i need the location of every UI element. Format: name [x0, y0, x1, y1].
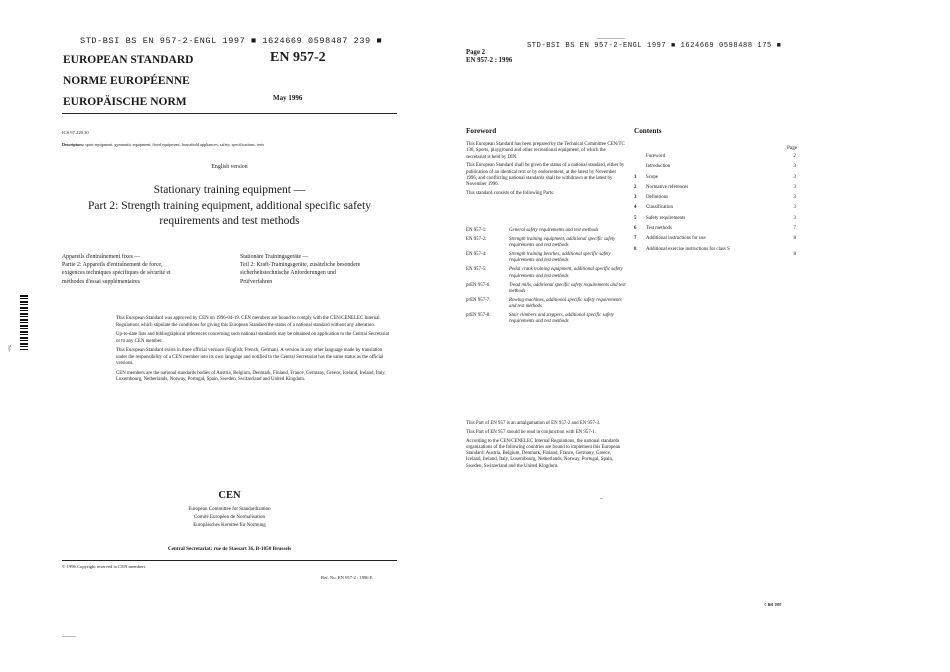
part-row — [466, 283, 626, 295]
foreword-paragraph: This European Standard has been prepared by the Technical Committee CEN/TC 136, Sports, playground and other recreational equipment, of which the secretariat is held by DIN. — [466, 142, 625, 160]
cen-names — [62, 506, 397, 529]
left-header-code: STD-BSI BS EN 957-2-ENGL 1997 ■ 1624669 0598487 239 ■ — [80, 36, 383, 46]
title-line: Stationary training equipment — — [153, 184, 306, 196]
part-id: prEN 957-6: — [466, 282, 491, 288]
toc-page: 3 — [793, 195, 796, 201]
toc-number: 4 — [634, 205, 637, 211]
toc-row[interactable] — [634, 185, 796, 195]
body-paragraph: Up-to-date lists and bibliographical references concerning such national standards may be obtained on application to the Central Secretariat or to any CEN member. — [116, 332, 390, 344]
toc-page: 3 — [793, 215, 796, 221]
part-title: Tread mills, additional specific safety requirements and test methods — [509, 282, 626, 294]
part-id: EN 957-1: — [466, 228, 487, 233]
part-id: EN 957-4: — [466, 252, 487, 258]
part-id: EN 957-2: — [466, 237, 487, 243]
toc-row[interactable] — [634, 175, 796, 185]
toc-row[interactable] — [634, 205, 796, 215]
standard-title-en: EUROPEAN STANDARD — [63, 54, 194, 66]
toc-page: 3 — [793, 174, 796, 180]
toc-row[interactable] — [634, 247, 796, 264]
toc-title: Test methods — [646, 226, 672, 232]
document-ref: EN 957-2 : 1996 — [466, 57, 513, 64]
part-title: Rowing machines, additional specific safety requirements and test methods — [509, 297, 622, 309]
part-row — [466, 237, 626, 249]
cen-name: Comité Européen de Normalisation — [194, 514, 265, 520]
french-title-line: exigences techniques spécifiques de sécurité et — [62, 270, 171, 277]
toc-row[interactable] — [634, 154, 796, 164]
parts-list — [466, 228, 626, 328]
part-row — [466, 298, 626, 310]
toc-title: Normative references — [646, 184, 689, 190]
foreword-text — [466, 142, 626, 200]
contents-heading: Contents — [634, 127, 662, 135]
toc-page: 3 — [793, 184, 796, 190]
part-row — [466, 252, 626, 264]
footer-copyright: © BSI 1997 — [764, 603, 782, 607]
toc-number: 7 — [634, 236, 637, 242]
french-title-line: méthodes d'essai supplémentaires — [62, 278, 140, 285]
toc-title: Definitions — [646, 195, 669, 201]
part-title: Strength training benches, additional specific safety requirements and test methods — [509, 252, 611, 264]
toc-row[interactable] — [634, 195, 796, 205]
foreword-paragraph: According to the CEN/CENELEC Internal Regulations, the national standards organizations of the following countries are bound to implement this European Standard: Austria, Belgium, Denmark, Finland, France, Germany, Greece, Iceland, Ireland, Italy, Luxembourg, Netherlands, Norway, Portugal, Spain, Sweden, Switzerland and the United Kingdom. — [466, 438, 621, 469]
cen-name: Europäisches Komitee für Normung — [193, 522, 266, 528]
divider — [62, 560, 397, 561]
part-title: General safety requirements and test methods — [509, 228, 599, 233]
german-title-line: Prüfverfahren — [240, 278, 273, 285]
ics-code: ICS 97.220.30 — [62, 130, 89, 135]
toc-row[interactable] — [634, 226, 796, 236]
cen-logo: CEN — [218, 490, 241, 501]
part-id: EN 957-5: — [466, 267, 487, 273]
part-row — [466, 267, 626, 279]
part-title: Stair climbers and steppers, additional specific safety requirements and test methods — [509, 313, 615, 325]
copyright: © 1996 Copyright reserved to CEN members — [62, 564, 146, 569]
descriptors-text: sport equipment, gymnastic equipment, fixed equipment, household appliances, safety, specifications, tests — [85, 142, 265, 147]
contents-page-label: Page — [787, 145, 798, 151]
part-id: prEN 957-7: — [466, 297, 491, 303]
toc-page: 7 — [793, 226, 796, 232]
page-label — [466, 49, 512, 65]
page-number: Page 2 — [466, 49, 486, 56]
german-title-line: Teil 2: Kraft-Trainingsgeräte, zusätzliche besondere — [240, 262, 361, 269]
toc-number: 3 — [634, 195, 637, 201]
foreword-paragraph: This standard consists of the following Parts: — [466, 191, 555, 197]
foreword-continued — [466, 421, 626, 473]
toc-number: 6 — [634, 226, 637, 232]
toc-title: Introduction — [646, 164, 671, 170]
french-title-line: Partie 2: Appareils d'entraînement de force, — [62, 262, 163, 269]
barcode — [20, 295, 28, 350]
toc-page: 3 — [793, 205, 796, 211]
standard-title-de: EUROPÄISCHE NORM — [63, 96, 187, 108]
cen-name: European Committee for Standardization — [188, 507, 271, 512]
toc-row[interactable] — [634, 236, 796, 246]
scan-mark — [62, 636, 76, 637]
toc-number: 5 — [634, 215, 637, 221]
contents-list — [634, 154, 796, 264]
central-secretariat: Central Secretariat: rue de Stassart 36, B-1050 Brussels — [167, 546, 292, 552]
body-paragraph: CEN members are the national standards bodies of Austria, Belgium, Denmark, Finland, France, Germany, Greece, Iceland, Ireland, Italy, Luxembourg, Netherlands, Norway, Portugal, Spain, Sweden, Switzerland and United Kingdom. — [116, 370, 386, 382]
part-title: Pedal crank training equipment, additional specific safety requirements and test methods — [509, 267, 623, 279]
german-title — [240, 253, 410, 286]
divider — [62, 113, 397, 114]
barcode-digits: *PC — [9, 344, 13, 352]
approval-text — [116, 316, 391, 387]
toc-row[interactable] — [634, 216, 796, 226]
toc-title: Safety requirements — [646, 215, 686, 221]
toc-number: 2 — [634, 184, 637, 190]
publication-date: May 1996 — [273, 94, 303, 102]
descriptors — [62, 142, 264, 147]
foreword-paragraph: This European Standard shall be given the status of a national standard, either by publication of an identical text or by endorsement, at the latest by November 1996, and conflicting national standards shall be withdrawn at the latest by November 1996. — [466, 163, 625, 188]
toc-page: 8 — [793, 236, 796, 242]
toc-title: Foreword — [646, 154, 666, 159]
body-paragraph: This European Standard exists in three official versions (English, French, German). A version in any other language made by translation under the responsibility of a CEN member into its own language and notified to the Central Secretariat has the same status as the official versions. — [116, 348, 384, 366]
toc-title: Classification — [646, 205, 673, 211]
foreword-paragraph: This Part of EN 957 should be read in conjunction with EN 957-1. — [466, 429, 596, 435]
toc-title: Additional instructions for use — [646, 236, 706, 242]
scan-mark — [597, 38, 625, 39]
standard-title-fr: NORME EUROPÉENNE — [63, 75, 190, 87]
french-title-line: Appareils d'entraînement fixes — — [62, 254, 141, 260]
part-row — [466, 313, 626, 325]
document-title — [62, 183, 397, 230]
foreword-paragraph: This Part of EN 957 is an amalgamation of EN 957-2 and EN 957-3. — [466, 421, 601, 426]
toc-page: 3 — [793, 164, 796, 170]
standard-number: EN 957-2 — [270, 50, 326, 65]
toc-number: 8 — [634, 246, 637, 252]
right-header-code: STD-BSI BS EN 957-2-ENGL 1997 ■ 1624669 0598488 175 ■ — [527, 42, 782, 50]
part-id: prEN 957-8: — [466, 313, 491, 319]
scan-mark — [600, 498, 603, 499]
reference-number: Ref. No. EN 957-2 : 1996 E — [321, 575, 373, 580]
toc-row[interactable] — [634, 164, 796, 174]
version-label: English version — [211, 164, 248, 170]
toc-title: Additional exercise instructions for class S — [646, 246, 730, 252]
german-title-line: sicherheitstechnische Anforderungen und — [240, 270, 336, 277]
toc-page: 8 — [793, 252, 796, 258]
part-title: Strength training equipment, additional specific safety requirements and test methods — [509, 237, 616, 249]
foreword-heading: Foreword — [466, 127, 497, 135]
title-line: Part 2: Strength training equipment, additional specific safety — [88, 199, 371, 212]
part-row — [466, 228, 626, 234]
standard-titles — [63, 50, 193, 113]
german-title-line: Stationäre Trainingsgeräte — — [240, 254, 309, 260]
french-title — [62, 253, 232, 286]
toc-title: Scope — [646, 174, 658, 180]
descriptors-label: Descriptors: — [62, 142, 85, 147]
toc-number: 1 — [634, 174, 637, 180]
toc-page: 2 — [793, 154, 796, 159]
body-paragraph: This European Standard was approved by CEN on 1996-04-19. CEN members are bound to comply with the CEN/CENELEC Internal Regulations which stipulate the conditions for giving this European Standard the status of a national standard without any alteration. — [116, 316, 380, 328]
title-line: requirements and test methods — [159, 215, 300, 227]
